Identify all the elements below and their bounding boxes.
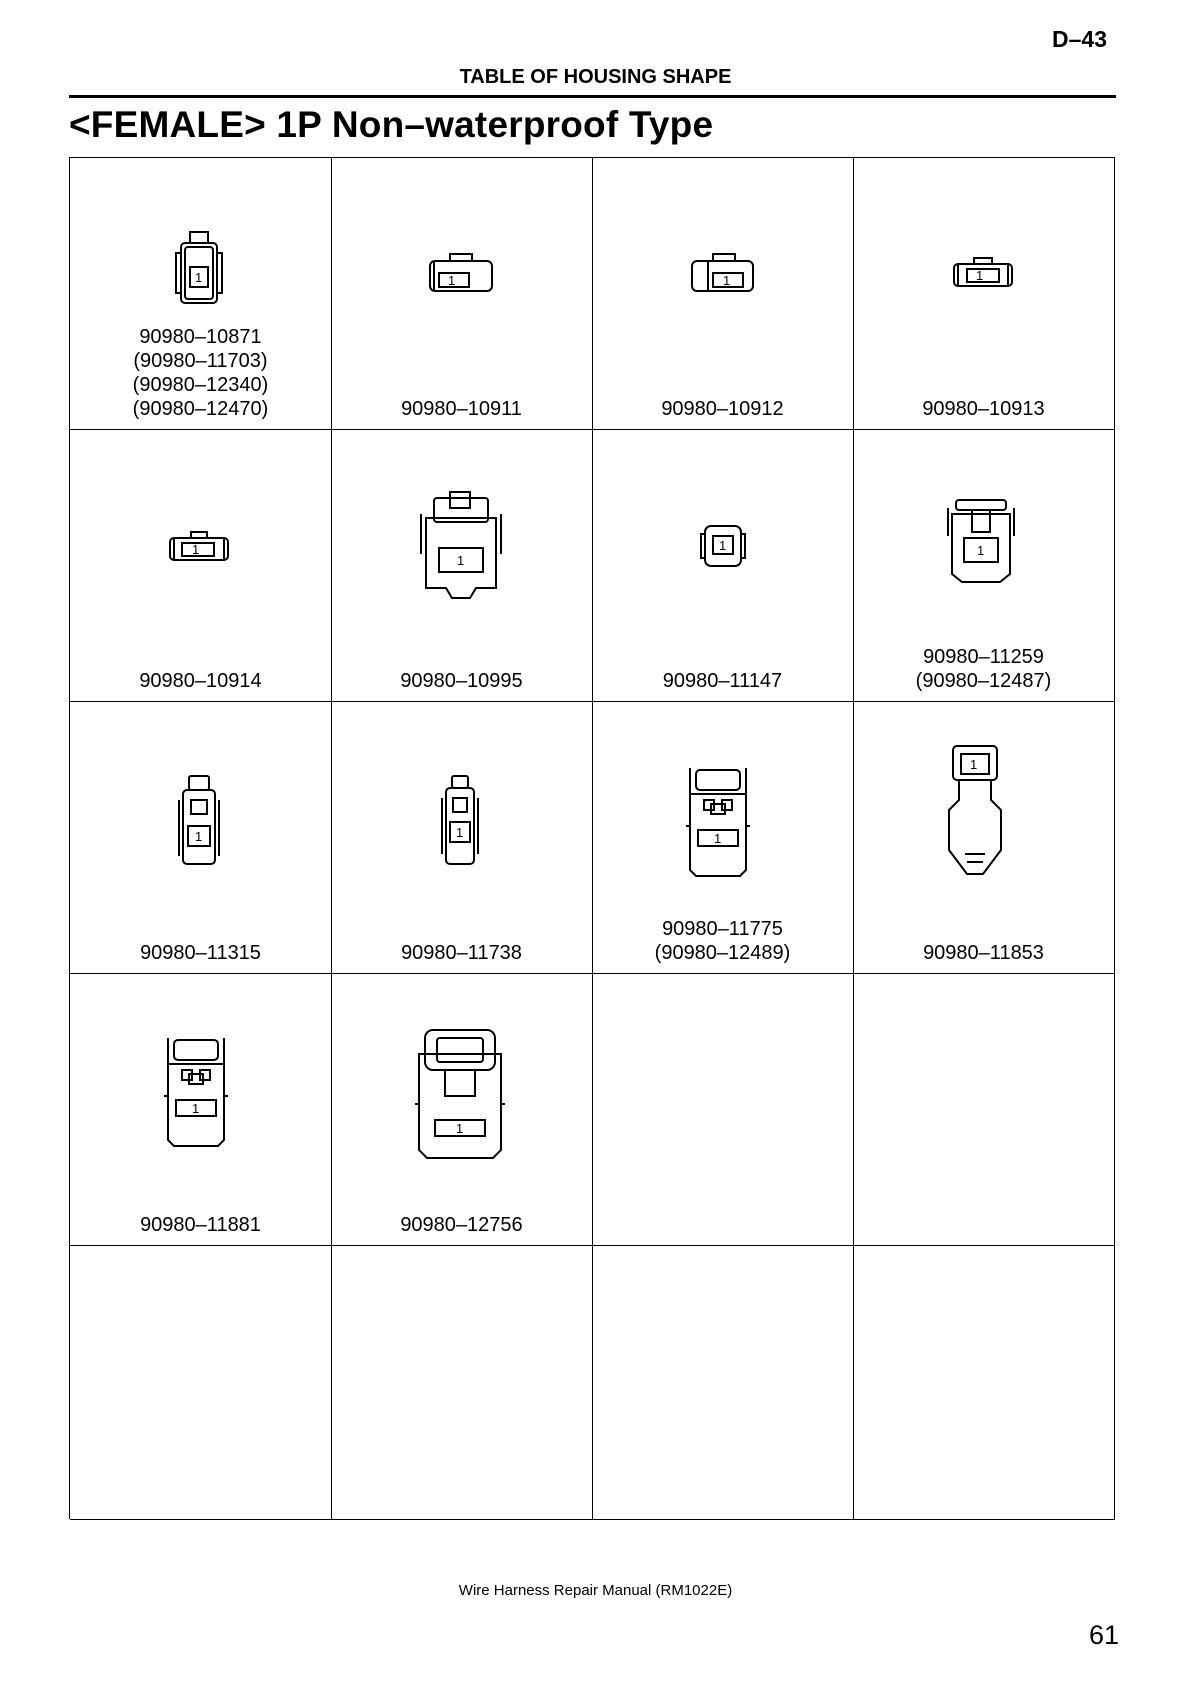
pin-number: 1 (195, 270, 203, 285)
connector-cell (853, 158, 1115, 430)
connector-diagram (70, 974, 332, 1246)
part-numbers (331, 941, 592, 965)
empty-cell (853, 1246, 1115, 1520)
pin-number: 1 (456, 825, 464, 840)
part-number: 90980–11853 (923, 942, 1044, 964)
pin-number: 1 (192, 542, 200, 557)
connector-diagram (331, 158, 593, 430)
part-numbers (853, 645, 1114, 693)
part-number: (90980–12489) (654, 942, 791, 964)
part-numbers (853, 397, 1114, 421)
connector-diagram (70, 430, 332, 702)
empty-cell (592, 974, 854, 1246)
part-number: 90980–10913 (922, 398, 1045, 420)
connector-cell (70, 158, 332, 430)
part-numbers (331, 1213, 592, 1237)
page-code: D–43 (1052, 26, 1107, 52)
part-number: (90980–12487) (915, 670, 1052, 692)
part-number: 90980–11259 (923, 646, 1044, 668)
pin-number: 1 (723, 273, 731, 288)
part-number: (90980–12340) (132, 374, 269, 396)
pin-number: 1 (457, 553, 465, 568)
part-numbers (70, 941, 331, 965)
section-title: TABLE OF HOUSING SHAPE (459, 66, 732, 88)
connector-diagram (592, 158, 854, 430)
connector-cell (331, 430, 593, 702)
connector-cell (592, 158, 854, 430)
part-number: 90980–10995 (400, 670, 523, 692)
part-number: 90980–10912 (661, 398, 784, 420)
pin-number: 1 (195, 829, 203, 844)
part-number: (90980–11703) (133, 350, 268, 372)
pin-number: 1 (970, 757, 978, 772)
connector-diagram (331, 702, 593, 974)
part-numbers (70, 1213, 331, 1237)
part-number: 90980–11738 (401, 942, 522, 964)
connector-cell (331, 158, 593, 430)
empty-cell (331, 1246, 593, 1520)
manual-title: Wire Harness Repair Manual (RM1022E) (458, 1582, 733, 1599)
empty-cell (592, 1246, 854, 1520)
pin-number: 1 (456, 1121, 464, 1136)
part-number: 90980–11147 (662, 670, 783, 692)
part-numbers (592, 669, 853, 693)
part-numbers (853, 941, 1114, 965)
connector-diagram (592, 430, 854, 702)
connector-cell (331, 702, 593, 974)
part-number: 90980–12756 (400, 1214, 523, 1236)
connector-cell (853, 430, 1115, 702)
pin-number: 1 (977, 543, 985, 558)
part-number: 90980–10871 (139, 326, 262, 348)
connector-cell (70, 702, 332, 974)
connector-diagram (331, 974, 593, 1246)
part-numbers (70, 669, 331, 693)
pin-number: 1 (714, 831, 722, 846)
part-number: 90980–11775 (662, 918, 783, 940)
connector-cell (70, 974, 332, 1246)
connector-cell (853, 702, 1115, 974)
pin-number: 1 (448, 273, 456, 288)
connector-cell (592, 430, 854, 702)
part-number: (90980–12470) (132, 398, 269, 420)
connector-cell (592, 702, 854, 974)
pin-number: 1 (192, 1101, 200, 1116)
part-numbers (592, 917, 853, 965)
header-rule (69, 95, 1116, 98)
part-numbers (331, 669, 592, 693)
part-number: 90980–10914 (139, 670, 262, 692)
empty-cell (853, 974, 1115, 1246)
housing-shape-table (69, 157, 1115, 1519)
part-numbers (70, 325, 331, 421)
connector-cell (331, 974, 593, 1246)
connector-diagram (70, 702, 332, 974)
connector-diagram (853, 702, 1115, 974)
page-number: 61 (1088, 1620, 1119, 1650)
part-number: 90980–11881 (140, 1214, 261, 1236)
part-numbers (331, 397, 592, 421)
part-numbers (592, 397, 853, 421)
empty-cell (70, 1246, 332, 1520)
pin-number: 1 (719, 538, 727, 553)
part-number: 90980–10911 (401, 398, 522, 420)
pin-number: 1 (976, 268, 984, 283)
page-heading: <FEMALE> 1P Non–waterproof Type (69, 104, 714, 145)
connector-diagram (853, 158, 1115, 430)
connector-cell (70, 430, 332, 702)
part-number: 90980–11315 (140, 942, 261, 964)
connector-diagram (331, 430, 593, 702)
